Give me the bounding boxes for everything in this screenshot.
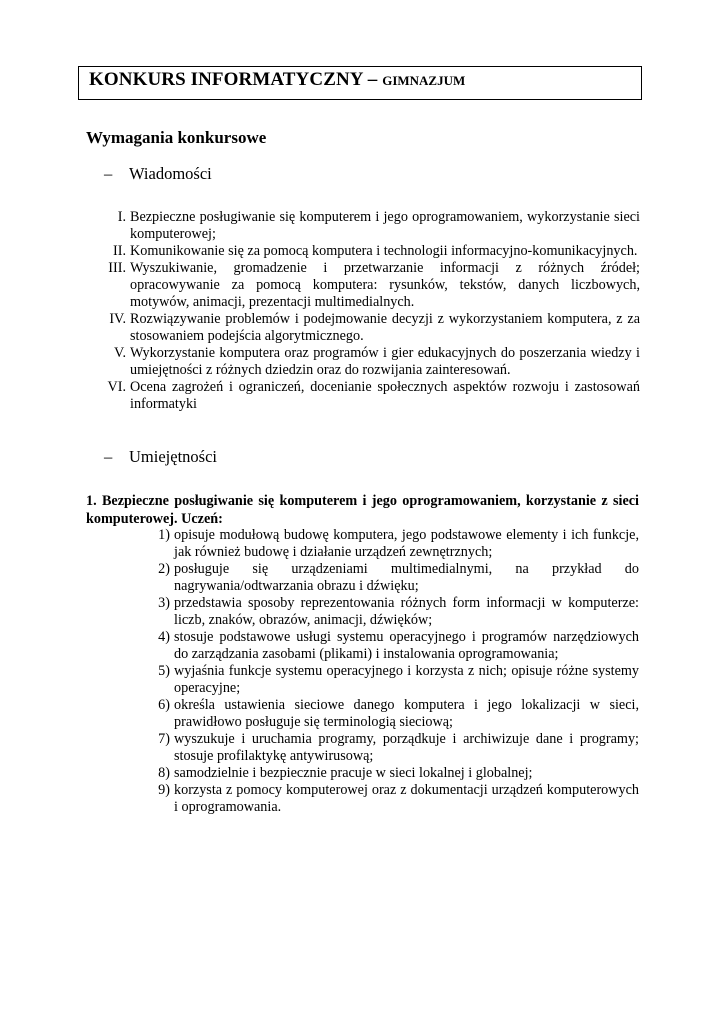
list-item <box>90 379 640 413</box>
list-item-text: samodzielnie i bezpiecznie pracuje w sieci lokalnej i globalnej; <box>174 765 533 781</box>
list-item-number: I. <box>117 209 126 225</box>
list-item-text: korzysta z pomocy komputerowej oraz z dokumentacji urządzeń komputerowych i oprogramowania. <box>174 782 639 815</box>
list-item-number: V. <box>114 345 126 361</box>
document-title: KONKURS INFORMATYCZNY – <box>89 69 383 90</box>
list-item-text: określa ustawienia sieciowe danego komputera i jego lokalizacji w sieci, prawidłowo posługuje się terminologią sieciową; <box>174 697 639 730</box>
dash-bullet: – <box>104 164 113 183</box>
list-item <box>90 209 640 243</box>
knowledge-list <box>90 209 640 413</box>
list-item <box>148 765 639 782</box>
list-item-text: Ocena zagrożeń i ograniczeń, docenianie społecznych aspektów rozwoju i zastosowań informatyki <box>130 379 640 412</box>
list-item <box>148 595 639 629</box>
skills-heading <box>104 447 217 467</box>
list-item-text: Wykorzystanie komputera oraz programów i gier edukacyjnych do poszerzania wiedzy i umiejętności z różnych dziedzin oraz do rozwijania zainteresowań. <box>130 345 640 378</box>
list-item-number: 5) <box>158 663 170 679</box>
list-item-number: 9) <box>158 782 170 798</box>
list-item-number: VI. <box>107 379 126 395</box>
list-item-number: 4) <box>158 629 170 645</box>
list-item-text: Rozwiązywanie problemów i podejmowanie decyzji z wykorzystaniem komputera, z za stosowaniem podejścia algorytmicznego. <box>130 311 640 344</box>
list-item <box>148 527 639 561</box>
list-item-text: przedstawia sposoby reprezentowania różnych form informacji w komputerze: liczb, znaków, obrazów, animacji, dźwięków; <box>174 595 639 628</box>
list-item <box>90 345 640 379</box>
list-item <box>148 663 639 697</box>
list-item <box>90 260 640 311</box>
list-item <box>148 561 639 595</box>
list-item-text: wyjaśnia funkcje systemu operacyjnego i korzysta z nich; opisuje różne systemy operacyjne; <box>174 663 639 696</box>
title-box <box>78 66 642 100</box>
list-item-text: posługuje się urządzeniami multimedialnymi, na przykład do nagrywania/odtwarzania obrazu i dźwięku; <box>174 561 639 594</box>
list-item <box>148 629 639 663</box>
requirement-heading: 1. Bezpieczne posługiwanie się komputerem i jego oprogramowaniem, korzystanie z sieci komputerowej. Uczeń: <box>86 493 639 527</box>
list-item <box>148 731 639 765</box>
list-item-text: Bezpieczne posługiwanie się komputerem i jego oprogramowaniem, wykorzystanie sieci komputerowej; <box>130 209 640 242</box>
list-item-text: Wyszukiwanie, gromadzenie i przetwarzanie informacji z różnych źródeł; opracowywanie za pomocą komputera: rysunków, tekstów, danych liczbowych, motywów, animacji, prezentacji multimedialnych. <box>130 260 640 310</box>
list-item <box>148 697 639 731</box>
skills-heading-label: Umiejętności <box>129 447 217 466</box>
knowledge-heading-label: Wiadomości <box>129 164 212 183</box>
knowledge-heading <box>104 164 212 184</box>
list-item-number: 3) <box>158 595 170 611</box>
list-item-number: 8) <box>158 765 170 781</box>
list-item-number: IV. <box>109 311 126 327</box>
list-item-number: 1) <box>158 527 170 543</box>
list-item-text: Komunikowanie się za pomocą komputera i technologii informacyjno-komunikacyjnych. <box>130 243 638 259</box>
list-item-number: 2) <box>158 561 170 577</box>
list-item-number: III. <box>108 260 126 276</box>
list-item-number: 6) <box>158 697 170 713</box>
list-item <box>90 311 640 345</box>
document-subtitle: GIMNAZJUM <box>382 73 466 88</box>
requirement-list <box>148 527 639 816</box>
list-item-number: II. <box>113 243 126 259</box>
list-item-text: stosuje podstawowe usługi systemu operacyjnego i programów narzędziowych do zarządzania zasobami (plikami) i instalowania oprogramowania; <box>174 629 639 662</box>
list-item <box>90 243 640 260</box>
list-item-text: opisuje modułową budowę komputera, jego podstawowe elementy i ich funkcje, jak również budowę i działanie urządzeń zewnętrznych; <box>174 527 639 560</box>
list-item-number: 7) <box>158 731 170 747</box>
section-title: Wymagania konkursowe <box>86 128 267 147</box>
dash-bullet: – <box>104 447 113 466</box>
list-item-text: wyszukuje i uruchamia programy, porządkuje i archiwizuje dane i programy; stosuje profilaktykę antywirusową; <box>174 731 639 764</box>
list-item <box>148 782 639 816</box>
